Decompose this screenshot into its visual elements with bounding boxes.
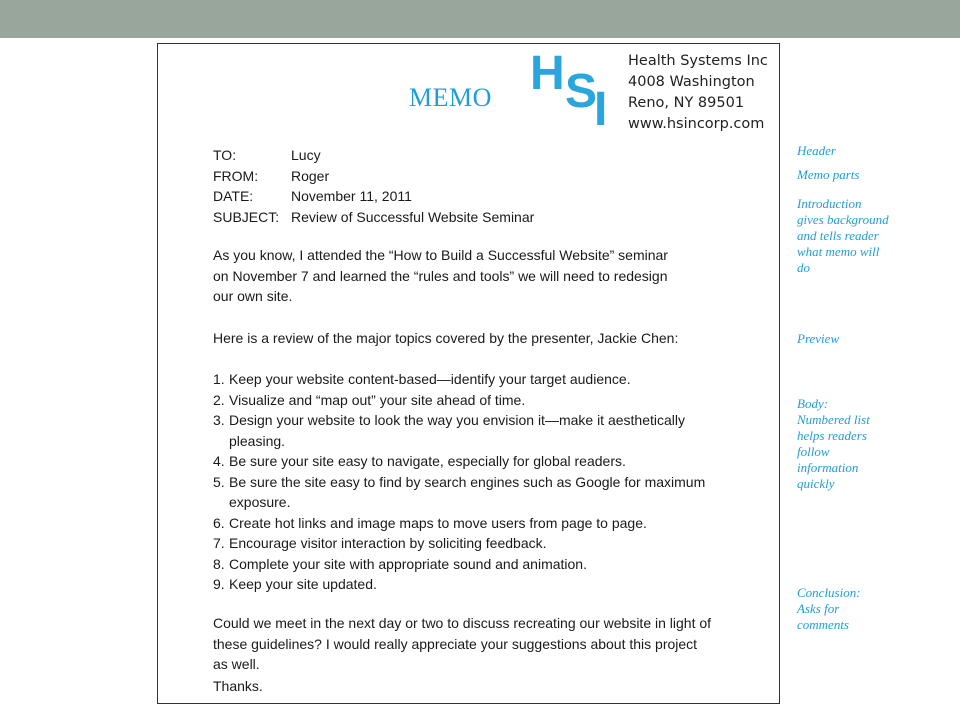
logo-letter-i: I: [594, 83, 608, 136]
field-label: DATE:: [213, 188, 254, 204]
topic-list: [213, 369, 713, 595]
list-number: 9.: [213, 576, 225, 592]
list-number: 2.: [213, 391, 225, 408]
field-label: TO:: [213, 147, 237, 163]
company-city: Reno, NY 89501: [628, 95, 745, 111]
list-number: 1.: [213, 371, 225, 387]
list-item: [213, 554, 713, 575]
list-text: Complete your site with appropriate sound and animation.: [229, 555, 587, 572]
list-item: [213, 451, 713, 472]
list-number: 8.: [213, 555, 225, 572]
annotation-header: Header: [797, 143, 836, 158]
annotation-preview: Preview: [797, 331, 840, 346]
company-address: [628, 51, 768, 135]
logo-letter-h: H: [530, 47, 565, 100]
annotation-introduction: Introduction gives background and tells reader what memo will do: [797, 196, 889, 275]
preview-paragraph: Here is a review of the major topics covered by the presenter, Jackie Chen:: [213, 330, 679, 346]
list-number: 4.: [213, 453, 225, 469]
field-value: Review of Successful Website Seminar: [291, 208, 535, 225]
top-band: [0, 0, 960, 38]
list-text: Design your website to look the way you envision it—make it aesthetically pleasing.: [229, 412, 685, 449]
company-website: www.hsincorp.com: [628, 116, 765, 132]
list-item: [213, 574, 713, 595]
list-text: Be sure your site easy to navigate, especially for global readers.: [229, 453, 626, 469]
list-text: Keep your website content-based—identify your target audience.: [229, 371, 631, 387]
list-number: 5.: [213, 473, 225, 490]
signoff: Thanks.: [213, 678, 263, 694]
company-street: 4008 Washington: [628, 74, 755, 90]
list-text: Keep your site updated.: [229, 576, 377, 592]
field-value: November 11, 2011: [291, 188, 412, 204]
conclusion-paragraph: Could we meet in the next day or two to discuss recreating our website in light of these guidelines? I would really appreciate your suggestions about this project as well.: [213, 615, 712, 672]
list-item: [213, 410, 713, 451]
list-item: [213, 390, 713, 411]
field-label: FROM:: [213, 167, 259, 184]
list-item: [213, 472, 713, 513]
list-text: Visualize and “map out” your site ahead of time.: [229, 391, 526, 408]
list-text: Encourage visitor interaction by soliciting feedback.: [229, 535, 547, 551]
logo-letter-s: S: [565, 65, 598, 118]
list-item: [213, 369, 713, 390]
field-label: SUBJECT:: [213, 208, 280, 225]
list-number: 3.: [213, 412, 225, 428]
annotation-body: Body: Numbered list helps readers follow information quickly: [797, 396, 870, 491]
field-value: Lucy: [291, 147, 321, 163]
field-value: Roger: [291, 167, 330, 184]
list-number: 6.: [213, 514, 225, 531]
hsi-logo: [528, 47, 620, 136]
company-name: Health Systems Inc: [628, 53, 768, 69]
list-text: Be sure the site easy to find by search engines such as Google for maximum exposure.: [229, 473, 706, 510]
intro-paragraph: As you know, I attended the “How to Build a Successful Website” seminar on November 7 and learned the “rules and tools” we will need to redesign our own site.: [213, 247, 668, 304]
list-text: Create hot links and image maps to move users from page to page.: [229, 514, 647, 531]
memo-title: MEMO: [409, 83, 492, 112]
annotation-memo-parts: Memo parts: [797, 167, 860, 182]
list-number: 7.: [213, 535, 225, 551]
list-item: [213, 513, 713, 534]
annotation-conclusion: Conclusion: Asks for comments: [797, 585, 861, 632]
list-item: [213, 533, 713, 554]
